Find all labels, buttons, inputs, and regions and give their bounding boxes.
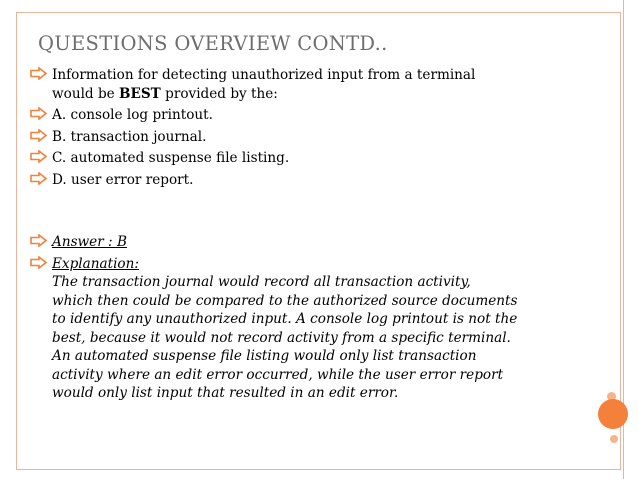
hollow-arrow-icon (30, 129, 47, 142)
question-line-2 (52, 85, 590, 104)
question-line-2-post: provided by the: (160, 85, 278, 102)
explanation-line: which then could be compared to the authorized source documents (52, 292, 518, 309)
option-item-d (30, 171, 590, 190)
hollow-arrow-icon (30, 67, 47, 80)
answer-item (30, 233, 590, 252)
question-line-1: Information for detecting unauthorized input from a terminal (52, 67, 476, 83)
option-item-c (30, 149, 590, 168)
answer-text: Answer : B (52, 234, 127, 250)
hollow-arrow-icon (30, 172, 47, 185)
explanation-line: The transaction journal would record all transaction activity, (52, 274, 471, 290)
explanation-line: An automated suspense file listing would only list transaction (52, 348, 477, 364)
option-label: D. user error report. (52, 171, 194, 188)
bullet-list (30, 66, 590, 406)
explanation-line: would only list input that resulted in an edit error. (52, 385, 399, 401)
hollow-arrow-icon (30, 256, 47, 269)
explanation-line: to identify any unauthorized input. A console log printout is not the (52, 311, 518, 327)
explanation-label: Explanation: (52, 255, 139, 272)
hollow-arrow-icon (30, 107, 47, 120)
option-item-a (30, 106, 590, 125)
orange-circle-icon (598, 399, 628, 429)
hollow-arrow-icon (30, 150, 47, 163)
question-line-2-pre: would be (52, 85, 120, 102)
page-title: QUESTIONS OVERVIEW CONTD.. (38, 32, 388, 55)
explanation-item (30, 255, 590, 403)
question-emphasis: BEST (119, 85, 161, 102)
question-text (52, 66, 590, 103)
option-label: B. transaction journal. (52, 128, 207, 145)
option-item-b (30, 128, 590, 147)
explanation-line: best, because it would not record activity from a specific terminal. (52, 329, 511, 346)
explanation-block (52, 255, 590, 403)
question-item (30, 66, 590, 103)
hollow-arrow-icon (30, 234, 47, 247)
option-label: A. console log printout. (52, 107, 213, 123)
explanation-body (52, 273, 590, 403)
option-label: C. automated suspense file listing. (52, 150, 290, 166)
explanation-line: activity where an edit error occurred, while the user error report (52, 366, 504, 383)
tiny-circle-icon (610, 435, 618, 443)
